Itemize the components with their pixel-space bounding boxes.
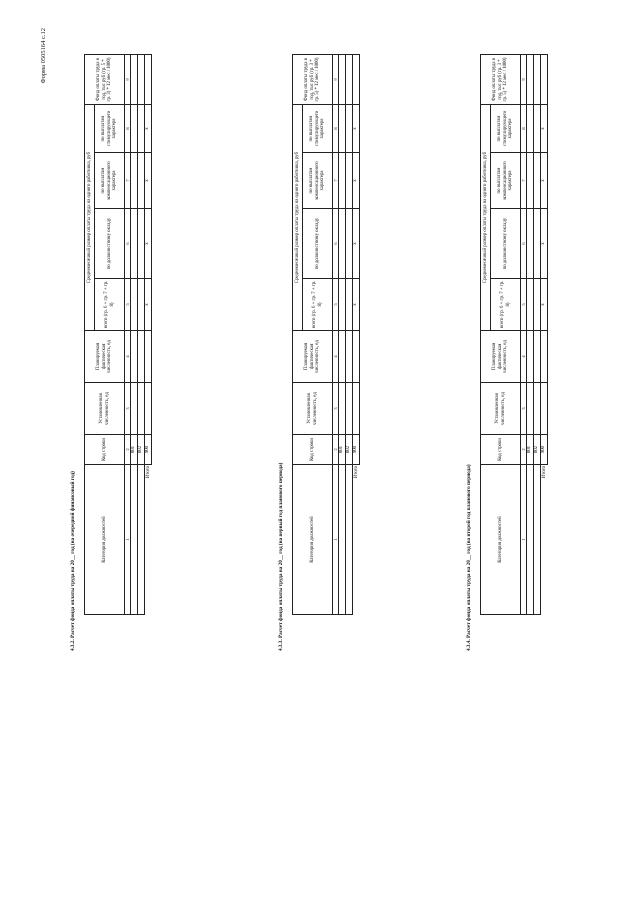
col-stimulating: по выплатам стимулирующего характера bbox=[303, 105, 333, 153]
total-row: Итого 900 х х х х bbox=[145, 55, 152, 615]
col-avg-monthly: Среднемесячный размер оплаты труда на одного работника, руб bbox=[481, 105, 491, 331]
table-row: 002 bbox=[534, 55, 541, 615]
col-category: Категория должностей bbox=[481, 465, 521, 615]
section-title: 4.3.2. Расчет фонда оплаты труда на 20__ год (на очередной финансовый год) bbox=[70, 471, 76, 651]
col-line-code: Код строки bbox=[293, 435, 333, 465]
col-fund: Фонд оплаты труда в год, тыс руб (гр. 3 * гр. 5) * 12 мес / 1000) bbox=[481, 55, 521, 105]
col-stimulating: по выплатам стимулирующего характера bbox=[491, 105, 521, 153]
fund-table bbox=[292, 54, 360, 615]
table-row: 001 bbox=[131, 55, 138, 615]
table-row: 001 bbox=[527, 55, 534, 615]
total-row: Итого 900 х х х х bbox=[541, 55, 548, 615]
table-row: 002 bbox=[138, 55, 145, 615]
section-title: 4.3.3. Расчет фонда оплаты труда на 20__ год (на первый год планового периода) bbox=[278, 462, 284, 651]
col-avg-monthly: Среднемесячный размер оплаты труда на одного работника, руб bbox=[85, 105, 95, 331]
form-code: Форма 0505164 с.12 bbox=[40, 28, 47, 84]
col-established: Установленная численность, ед bbox=[481, 383, 521, 435]
col-salary: по должностному окладу bbox=[95, 209, 125, 279]
table-row: 001 bbox=[339, 55, 346, 615]
col-established: Установленная численность, ед bbox=[293, 383, 333, 435]
fund-table bbox=[480, 54, 548, 615]
col-stimulating: по выплатам стимулирующего характера bbox=[95, 105, 125, 153]
col-category: Категория должностей bbox=[293, 465, 333, 615]
col-salary: по должностному окладу bbox=[303, 209, 333, 279]
column-numbers: 1 2 3 4 5 6 7 8 9 bbox=[521, 55, 527, 615]
col-planned: Планируемая фактическая численность, ед bbox=[481, 331, 521, 383]
col-line-code: Код строки bbox=[481, 435, 521, 465]
col-fund: Фонд оплаты труда в год, тыс руб (гр. 3 * гр. 5) * 12 мес / 1000) bbox=[293, 55, 333, 105]
col-total: всего (гр. 6 + гр. 7 + гр. 8) bbox=[303, 279, 333, 331]
col-compensatory: по выплатам компенсационного характера bbox=[95, 153, 125, 209]
col-fund: Фонд оплаты труда в год, тыс руб (гр. 5 * гр. 3) * 12 мес / 1000) bbox=[85, 55, 125, 105]
col-total: всего (гр. 6 + гр. 7 + гр. 8) bbox=[491, 279, 521, 331]
col-salary: по должностному окладу bbox=[491, 209, 521, 279]
column-numbers: 1 2 3 4 5 6 7 8 9 bbox=[125, 55, 131, 615]
col-category: Категория должностей bbox=[85, 465, 125, 615]
col-compensatory: по выплатам компенсационного характера bbox=[303, 153, 333, 209]
col-established: Установленная численность, ед bbox=[85, 383, 125, 435]
fund-table bbox=[84, 54, 152, 615]
col-total: всего (гр. 6 + гр. 7 + гр. 8) bbox=[95, 279, 125, 331]
total-row: Итого 900 х х х х bbox=[353, 55, 360, 615]
col-planned: Планируемая фактическая численность, ед bbox=[85, 331, 125, 383]
section-title: 4.3.4. Расчет фонда оплаты труда на 20__ год (на второй год планового периода) bbox=[466, 464, 472, 651]
col-line-code: Код строки bbox=[85, 435, 125, 465]
col-compensatory: по выплатам компенсационного характера bbox=[491, 153, 521, 209]
table-row: 002 bbox=[346, 55, 353, 615]
column-numbers: 1 2 3 4 5 6 7 8 9 bbox=[333, 55, 339, 615]
col-planned: Планируемая фактическая численность, ед bbox=[293, 331, 333, 383]
col-avg-monthly: Среднемесячный размер оплаты труда на одного работника, руб bbox=[293, 105, 303, 331]
